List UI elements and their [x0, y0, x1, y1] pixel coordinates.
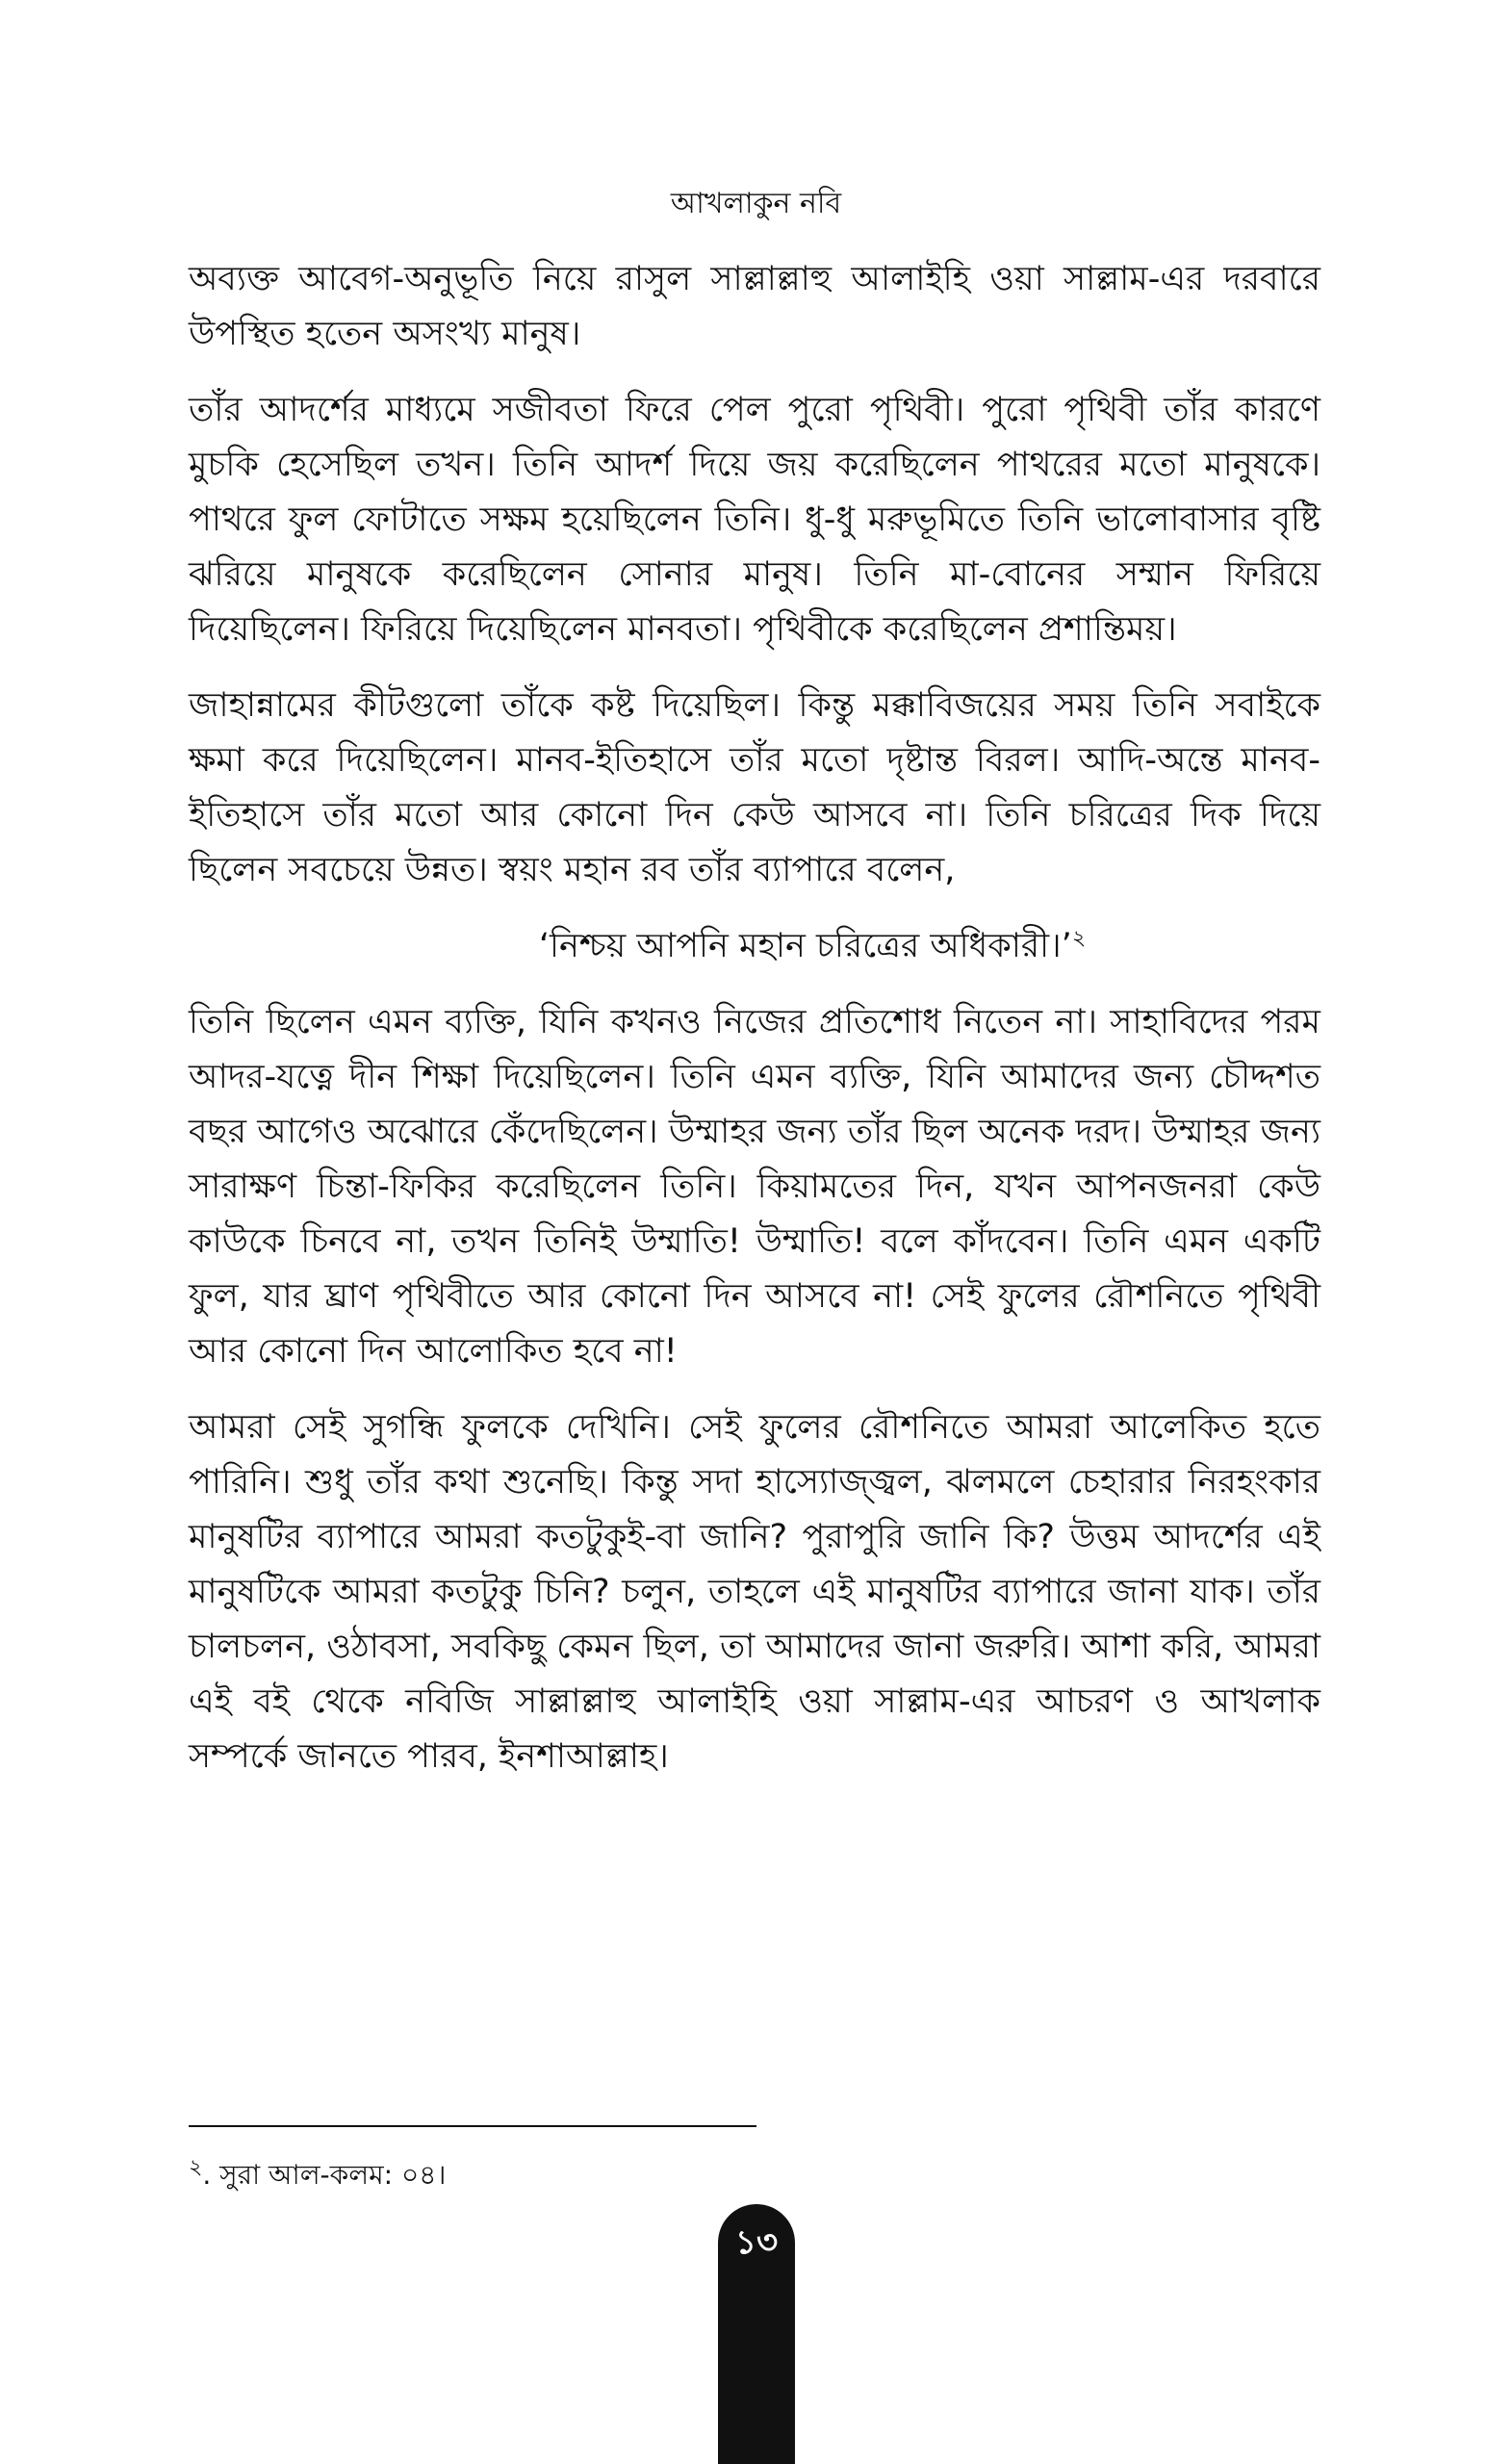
paragraph: জাহান্নামের কীটগুলো তাঁকে কষ্ট দিয়েছিল। কিন্তু মক্কাবিজয়ের সময় তিনি সবাইকে ক্ষমা করে দিয়েছিলেন। মানব-ইতিহাসে তাঁর মতো দৃষ্টান্ত বিরল। আদি-অন্তে মানব-ইতিহাসে তাঁর মতো আর কোনো দিন কেউ আসবে না। তিনি চরিত্রের দিক দিয়ে ছিলেন সবচেয়ে উন্নত। স্বয়ং মহান রব তাঁর ব্যাপারে বলেন, [189, 686, 1320, 889]
footnote-reference: ২ [1071, 926, 1087, 951]
body-text [189, 252, 1320, 1806]
running-header: আখলাকুন নবি [670, 187, 842, 220]
footnote-marker: ২ [189, 2155, 203, 2180]
paragraph: অব্যক্ত আবেগ-অনুভূতি নিয়ে রাসুল সাল্লাল্লাহু আলাইহি ওয়া সাল্লাম-এর দরবারে উপস্থিত হতেন অসংখ্য মানুষ। [189, 260, 1320, 353]
footnote-text: . সুরা আল-কলম: ০৪। [202, 2159, 447, 2191]
footnote [189, 2156, 446, 2194]
page-number: ১৩ [734, 2223, 779, 2262]
quote-text: ‘নিশ্চয় আপনি মহান চরিত্রের অধিকারী।’ [538, 927, 1072, 965]
quran-quote [189, 919, 1320, 974]
paragraph: তাঁর আদর্শের মাধ্যমে সজীবতা ফিরে পেল পুরো পৃথিবী। পুরো পৃথিবী তাঁর কারণে মুচকি হেসেছিল তখন। তিনি আদর্শ দিয়ে জয় করেছিলেন পাথরের মতো মানুষকে। পাথরে ফুল ফোটাতে সক্ষম হয়েছিলেন তিনি। ধু-ধু মরুভূমিতে তিনি ভালোবাসার বৃষ্টি ঝরিয়ে মানুষকে করেছিলেন সোনার মানুষ। তিনি মা-বোনের সম্মান ফিরিয়ে দিয়েছিলেন। ফিরিয়ে দিয়েছিলেন মানবতা। পৃথিবীকে করেছিলেন প্রশান্তিময়। [189, 391, 1320, 649]
footnote-divider [189, 2125, 756, 2127]
paragraph: তিনি ছিলেন এমন ব্যক্তি, যিনি কখনও নিজের প্রতিশোধ নিতেন না। সাহাবিদের পরম আদর-যত্নে দীন শিক্ষা দিয়েছিলেন। তিনি এমন ব্যক্তি, যিনি আমাদের জন্য চৌদ্দশত বছর আগেও অঝোরে কেঁদেছিলেন। উম্মাহর জন্য তাঁর ছিল অনেক দরদ। উম্মাহর জন্য সারাক্ষণ চিন্তা-ফিকির করেছিলেন তিনি। কিয়ামতের দিন, যখন আপনজনরা কেউ কাউকে চিনবে না, তখন তিনিই উম্মাতি! উম্মাতি! বলে কাঁদবেন। তিনি এমন একটি ফুল, যার ঘ্রাণ পৃথিবীতে আর কোনো দিন আসবে না! সেই ফুলের রৌশনিতে পৃথিবী আর কোনো দিন আলোকিত হবে না! [189, 1003, 1320, 1371]
paragraph: আমরা সেই সুগন্ধি ফুলকে দেখিনি। সেই ফুলের রৌশনিতে আমরা আলেকিত হতে পারিনি। শুধু তাঁর কথা শুনেছি। কিন্তু সদা হাস্যোজ্জ্বল, ঝলমলে চেহারার নিরহংকার মানুষটির ব্যাপারে আমরা কতটুকুই-বা জানি? পুরাপুরি জানি কি? উত্তম আদর্শের এই মানুষটিকে আমরা কতটুকু চিনি? চলুন, তাহলে এই মানুষটির ব্যাপারে জানা যাক। তাঁর চালচলন, ওঠাবসা, সবকিছু কেমন ছিল, তা আমাদের জানা জরুরি। আশা করি, আমরা এই বই থেকে নবিজি সাল্লাল্লাহু আলাইহি ওয়া সাল্লাম-এর আচরণ ও আখলাক সম্পর্কে জানতে পারব, ইনশাআল্লাহ। [189, 1408, 1320, 1776]
